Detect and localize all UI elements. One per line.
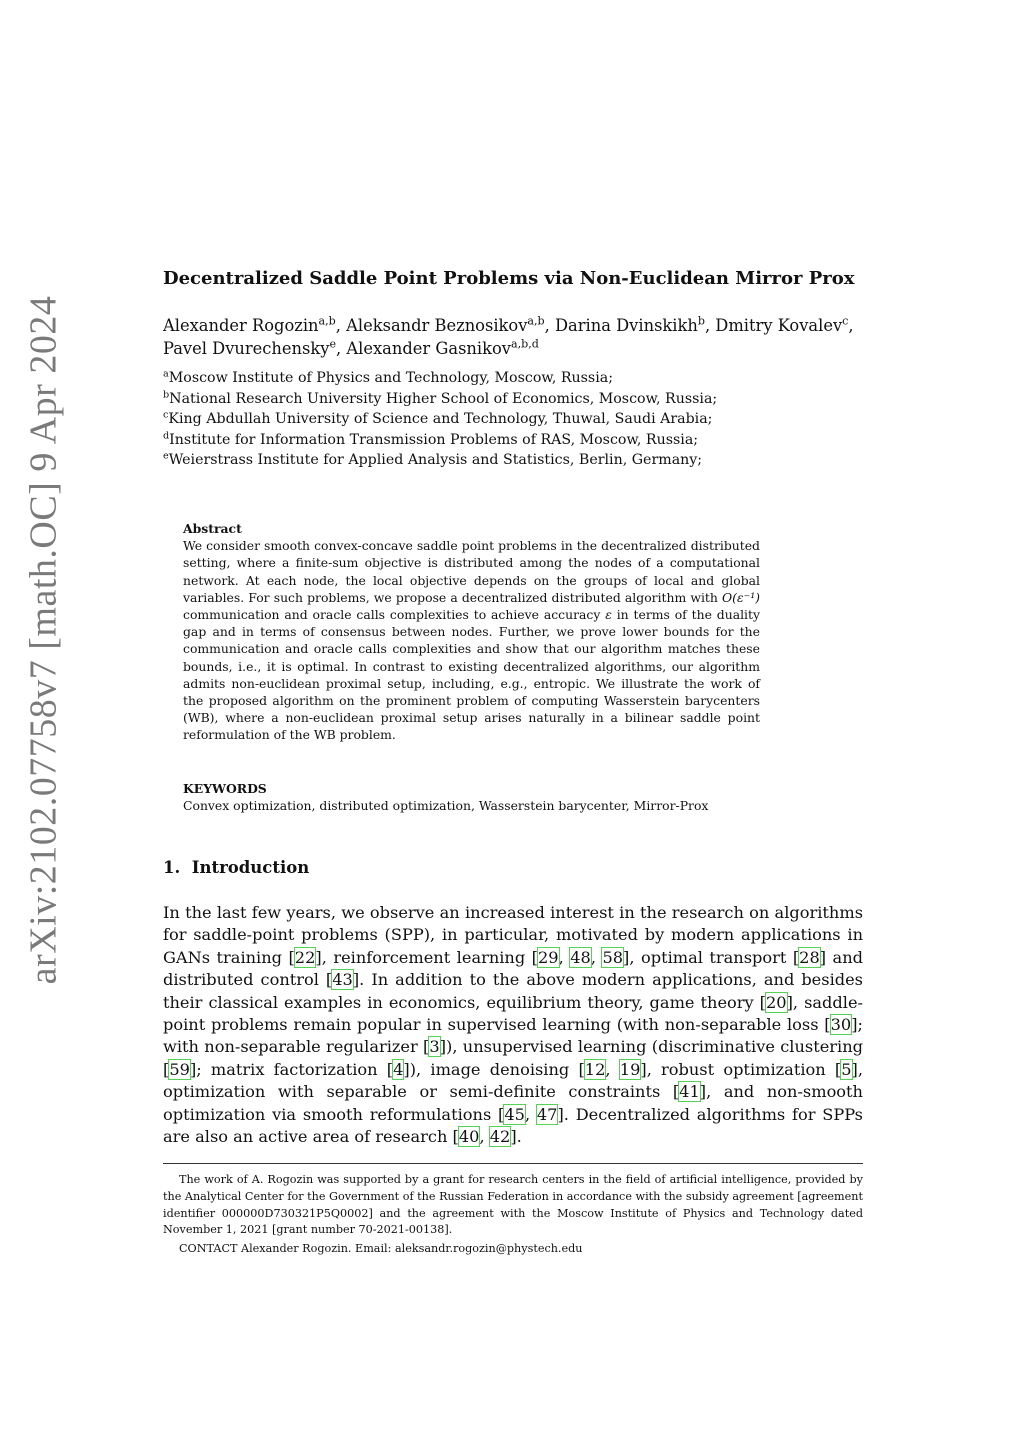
affiliation-item: $^a$Moscow Institute of Physics and Technology, Moscow, Russia;: [163, 368, 613, 386]
footnote-divider: [163, 1163, 863, 1164]
keywords-block: [183, 780, 783, 814]
citation-link[interactable]: 58: [602, 947, 624, 967]
abstract-block: [183, 520, 760, 744]
citation-link[interactable]: 40: [458, 1127, 480, 1147]
funding-footnote: The work of A. Rogozin was supported by a grant for research centers in the field of artificial intelligence, provided by the Analytical Center for the Government of the Russian Federation in accordance with the subsidy agreement [agreement identifier 000000D730321P5Q0002] and the agreement with the Moscow Institute of Physics and Technology dated November 1, 2021 [grant number 70-2021-00138].: [163, 1173, 863, 1237]
author: Aleksandr Beznosikov$^{a,b}$,: [346, 314, 555, 335]
citation-link[interactable]: 28: [799, 947, 820, 967]
citation-link[interactable]: 12: [584, 1059, 606, 1079]
citation-link[interactable]: 45: [504, 1104, 525, 1124]
abstract-text: We consider smooth convex-concave saddle point problems in the decentralized distributed setting, where a finite-sum objective is distributed among the nodes of a computational network. At each node, the local objective depends on the groups of local and global variables. For such problems, we propose a decentralized distributed algorithm with O(ε⁻¹) communication and oracle calls complexities to achieve accuracy ε in terms of the duality gap and in terms of consensus between nodes. Further, we prove lower bounds for the communication and oracle calls complexities and show that our algorithm matches these bounds, i.e., it is optimal. In contrast to existing decentralized algorithms, our algorithm admits non-euclidean proximal setup, including, e.g., entropic. We illustrate the work of the proposed algorithm on the prominent problem of computing Wasserstein barycenters (WB), where a non-euclidean proximal setup arises naturally in a bilinear saddle point reformulation of the WB problem.: [183, 538, 760, 743]
affiliation-item: $^e$Weierstrass Institute for Applied Analysis and Statistics, Berlin, Germany;: [163, 450, 703, 469]
affiliation-item: $^d$Institute for Information Transmission Problems of RAS, Moscow, Russia;: [163, 430, 699, 448]
contact-footnote: CONTACT Alexander Rogozin. Email: aleksandr.rogozin@phystech.edu: [179, 1242, 583, 1255]
affiliation-list: [163, 368, 865, 471]
citation-link[interactable]: 3: [429, 1037, 440, 1057]
keywords-text: Convex optimization, distributed optimization, Wasserstein barycenter, Mirror-Prox: [183, 798, 709, 814]
author: Dmitry Kovalev$^c$,: [715, 314, 854, 335]
math-epsilon: ε: [605, 607, 612, 623]
author: Pavel Dvurechensky$^e$,: [163, 337, 347, 358]
author: Darina Dvinskikh$^b$,: [555, 314, 716, 335]
citation-link[interactable]: 48: [570, 947, 591, 967]
affiliation-item: $^c$King Abdullah University of Science and Technology, Thuwal, Saudi Arabia;: [163, 409, 713, 428]
math-complexity: O(ε⁻¹): [722, 589, 760, 605]
keywords-heading: KEYWORDS: [183, 781, 267, 796]
citation-link[interactable]: 41: [679, 1082, 700, 1102]
citation-link[interactable]: 42: [489, 1127, 511, 1147]
abstract-heading: Abstract: [183, 521, 242, 536]
section-heading-introduction: 1. Introduction: [163, 858, 310, 877]
author-list: [163, 314, 865, 360]
citation-link[interactable]: 59: [169, 1059, 190, 1079]
introduction-paragraph: In the last few years, we observe an increased interest in the research on algorithms for saddle-point problems (SPP), in particular, motivated by modern applications in GANs training [22], reinforcement learning [29, 48, 58], optimal transport [28] and distributed control [43]. In addition to the above modern applications, and besides their classical examples in economics, equilibrium theory, game theory [20], saddle-point problems remain popular in supervised learning (with non-separable loss [30]; with non-separable regularizer [3]), unsupervised learning (discriminative clustering [59]; matrix factorization [4]), image denoising [12, 19], robust optimization [5], optimization with separable or semi-definite constraints [41], and non-smooth optimization via smooth reformulations [45, 47]. Decentralized algorithms for SPPs are also an active area of research [40, 42].: [163, 903, 863, 1147]
citation-link[interactable]: 43: [332, 970, 353, 990]
citation-link[interactable]: 29: [538, 947, 559, 967]
paper-title: Decentralized Saddle Point Problems via Non-Euclidean Mirror Prox: [163, 268, 855, 289]
affiliation-item: $^b$National Research University Higher School of Economics, Moscow, Russia;: [163, 388, 718, 407]
arxiv-id: arXiv:2102.07758v7 [math.OC] 9 Apr 2024: [22, 295, 64, 985]
citation-link[interactable]: 30: [830, 1015, 852, 1035]
citation-link[interactable]: 20: [766, 992, 787, 1012]
citation-link[interactable]: 19: [619, 1059, 641, 1079]
citation-link[interactable]: 5: [841, 1059, 852, 1079]
citation-link[interactable]: 4: [393, 1059, 404, 1079]
citation-link[interactable]: 47: [536, 1104, 558, 1124]
arxiv-sidebar-stamp: [8, 80, 78, 1200]
citation-link[interactable]: 22: [294, 947, 316, 967]
author: Alexander Rogozin$^{a,b}$,: [163, 314, 347, 335]
author: Alexander Gasnikov$^{a,b,d}$: [346, 337, 539, 358]
